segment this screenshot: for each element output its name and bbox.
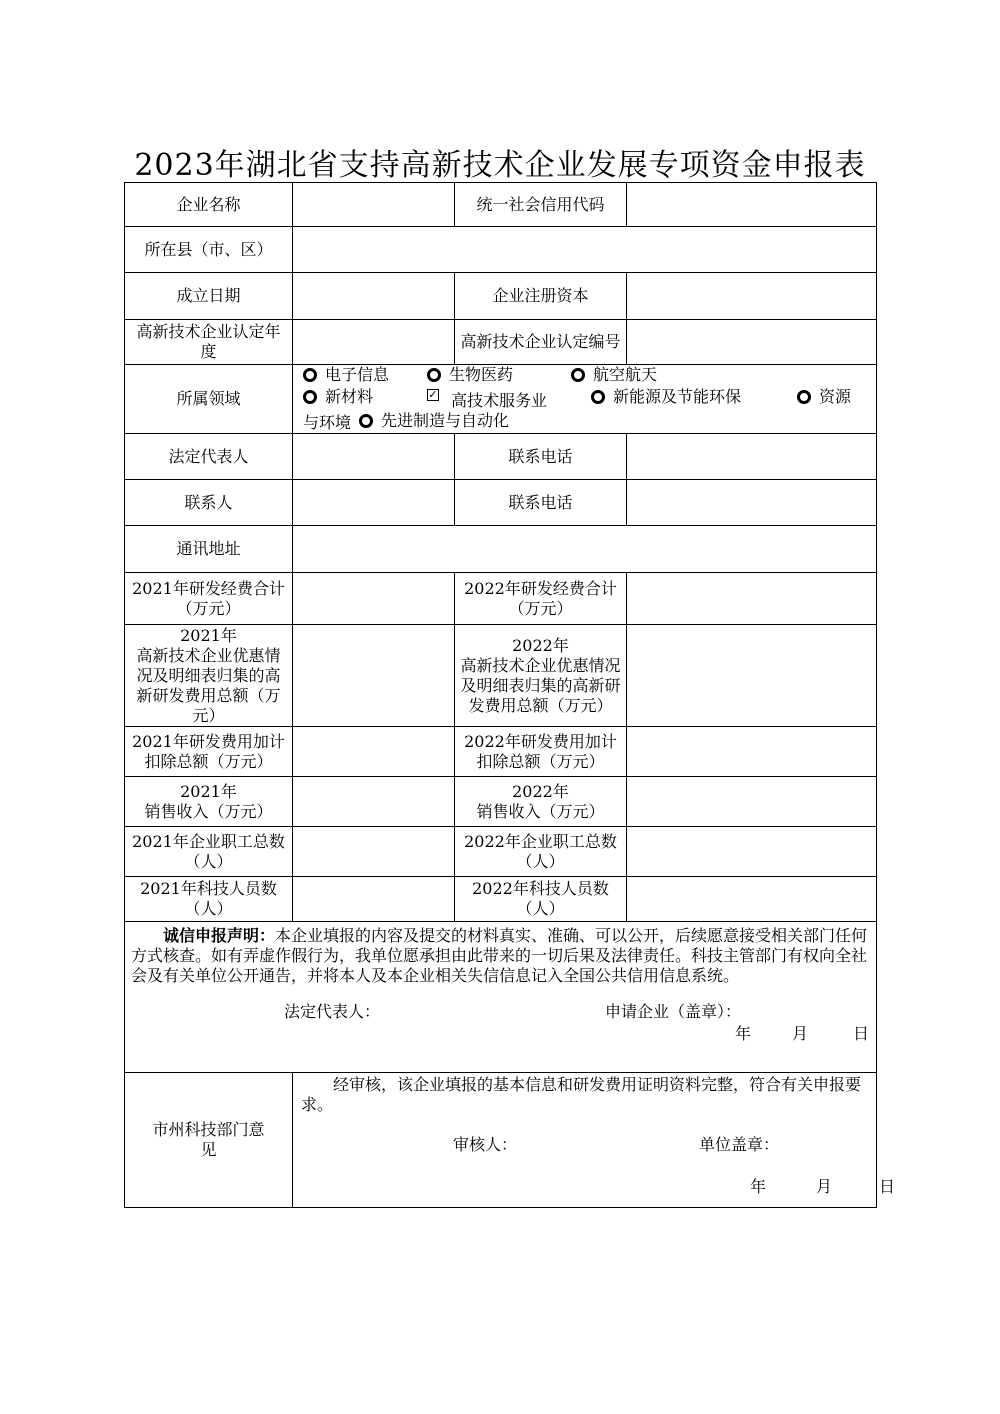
company-seal-label: 申请企业（盖章）： xyxy=(605,1002,742,1021)
pref-2021-field[interactable] xyxy=(293,625,455,727)
decl-day-label: 日 xyxy=(853,1024,870,1043)
opinion-content xyxy=(293,1073,896,1208)
deduct-2021-field[interactable] xyxy=(293,727,455,777)
radio-icon xyxy=(303,390,317,404)
legal-rep-label: 法定代表人 xyxy=(125,434,293,480)
checkbox-checked-icon: ✓ xyxy=(428,388,438,401)
hte-number-field[interactable] xyxy=(627,320,877,365)
integrity-declaration xyxy=(125,922,877,1073)
field-option-new-energy[interactable]: 新能源及节能环保 xyxy=(591,387,797,407)
radio-icon xyxy=(359,414,373,428)
county-field[interactable] xyxy=(293,227,877,273)
phone-1-label: 联系电话 xyxy=(455,434,627,480)
radio-icon xyxy=(303,368,317,382)
pref-2022-field[interactable] xyxy=(627,625,877,727)
radio-icon xyxy=(797,390,811,404)
opinion-day-label: 日 xyxy=(879,1177,896,1196)
sales-2022-field[interactable] xyxy=(627,777,877,827)
decl-year-label: 年 xyxy=(735,1024,752,1043)
page-title: 2023年湖北省支持高新技术企业发展专项资金申报表 xyxy=(134,148,866,183)
field-option-aerospace[interactable]: 航空航天 xyxy=(571,365,657,385)
reviewer-label: 审核人： xyxy=(453,1135,518,1154)
tech-2021-label: 2021年科技人员数（人） xyxy=(125,877,293,922)
founded-date-field[interactable] xyxy=(293,273,455,320)
sales-2022-label: 2022年 销售收入（万元） xyxy=(455,777,627,827)
credit-code-label: 统一社会信用代码 xyxy=(455,183,627,227)
hte-year-label: 高新技术企业认定年度 xyxy=(125,320,293,365)
rd-2022-label: 2022年研发经费合计（万元） xyxy=(455,573,627,625)
rd-2022-field[interactable] xyxy=(627,573,877,625)
field-options xyxy=(293,365,877,434)
radio-icon xyxy=(591,390,605,404)
field-option-resources-environment[interactable]: 资源 xyxy=(797,387,851,407)
radio-icon xyxy=(427,368,441,382)
field-option-advanced-manufacturing[interactable]: 先进制造与自动化 xyxy=(359,411,509,431)
company-name-label: 企业名称 xyxy=(125,183,293,227)
hte-year-field[interactable] xyxy=(293,320,455,365)
rd-2021-field[interactable] xyxy=(293,573,455,625)
application-form xyxy=(124,182,896,1208)
contact-field[interactable] xyxy=(293,480,455,526)
opinion-text: 经审核，该企业填报的基本信息和研发费用证明资料完整，符合有关申报要求。 xyxy=(301,1075,862,1114)
phone-2-label: 联系电话 xyxy=(455,480,627,526)
registered-capital-field[interactable] xyxy=(627,273,877,320)
deduct-2022-field[interactable] xyxy=(627,727,877,777)
declaration-heading: 诚信申报声明： xyxy=(163,926,276,945)
credit-code-field[interactable] xyxy=(627,183,877,227)
tech-2022-field[interactable] xyxy=(627,877,877,922)
founded-date-label: 成立日期 xyxy=(125,273,293,320)
field-option-resources-environment-wrap: 与环境 xyxy=(303,413,352,432)
tech-2022-label: 2022年科技人员数（人） xyxy=(455,877,627,922)
contact-label: 联系人 xyxy=(125,480,293,526)
hte-number-label: 高新技术企业认定编号 xyxy=(455,320,627,365)
radio-icon xyxy=(571,368,585,382)
pref-2022-label: 2022年 高新技术企业优惠情况及明细表归集的高新研发费用总额（万元） xyxy=(455,625,627,727)
staff-2021-label: 2021年企业职工总数（人） xyxy=(125,827,293,877)
company-name-field[interactable] xyxy=(293,183,455,227)
rd-2021-label: 2021年研发经费合计（万元） xyxy=(125,573,293,625)
sales-2021-field[interactable] xyxy=(293,777,455,827)
opinion-year-label: 年 xyxy=(750,1177,767,1196)
decl-month-label: 月 xyxy=(792,1024,809,1043)
address-field[interactable] xyxy=(293,526,877,573)
county-label: 所在县（市、区） xyxy=(125,227,293,273)
field-option-new-materials[interactable]: 新材料 xyxy=(303,387,427,407)
sales-2021-label: 2021年 销售收入（万元） xyxy=(125,777,293,827)
field-option-high-tech-services[interactable]: ✓ 高技术服务业 xyxy=(428,388,548,410)
phone-2-field[interactable] xyxy=(627,480,877,526)
deduct-2021-label: 2021年研发费用加计扣除总额（万元） xyxy=(125,727,293,777)
staff-2022-field[interactable] xyxy=(627,827,877,877)
deduct-2022-label: 2022年研发费用加计扣除总额（万元） xyxy=(455,727,627,777)
unit-seal-label: 单位盖章： xyxy=(699,1135,780,1154)
staff-2022-label: 2022年企业职工总数（人） xyxy=(455,827,627,877)
staff-2021-field[interactable] xyxy=(293,827,455,877)
tech-2021-field[interactable] xyxy=(293,877,455,922)
opinion-month-label: 月 xyxy=(816,1177,833,1196)
field-label: 所属领域 xyxy=(125,365,293,434)
opinion-label: 市州科技部门意见 xyxy=(125,1073,293,1208)
legal-rep-signature-label: 法定代表人： xyxy=(284,1002,381,1021)
pref-2021-label: 2021年 高新技术企业优惠情况及明细表归集的高新研发费用总额（万元） xyxy=(125,625,293,727)
legal-rep-field[interactable] xyxy=(293,434,455,480)
declaration-text: 本企业填报的内容及提交的材料真实、准确、可以公开，后续愿意接受相关部门任何方式核查。如有弄虚作假行为，我单位愿承担由此带来的一切后果及法律责任。科技主管部门有权向全社会及有关单位公开通告，并将本人及本企业相关失信信息记入全国公共信用信息系统。 xyxy=(131,926,868,985)
registered-capital-label: 企业注册资本 xyxy=(455,273,627,320)
phone-1-field[interactable] xyxy=(627,434,877,480)
field-option-electronics[interactable]: 电子信息 xyxy=(303,365,427,385)
address-label: 通讯地址 xyxy=(125,526,293,573)
field-option-biomedicine[interactable]: 生物医药 xyxy=(427,365,571,385)
